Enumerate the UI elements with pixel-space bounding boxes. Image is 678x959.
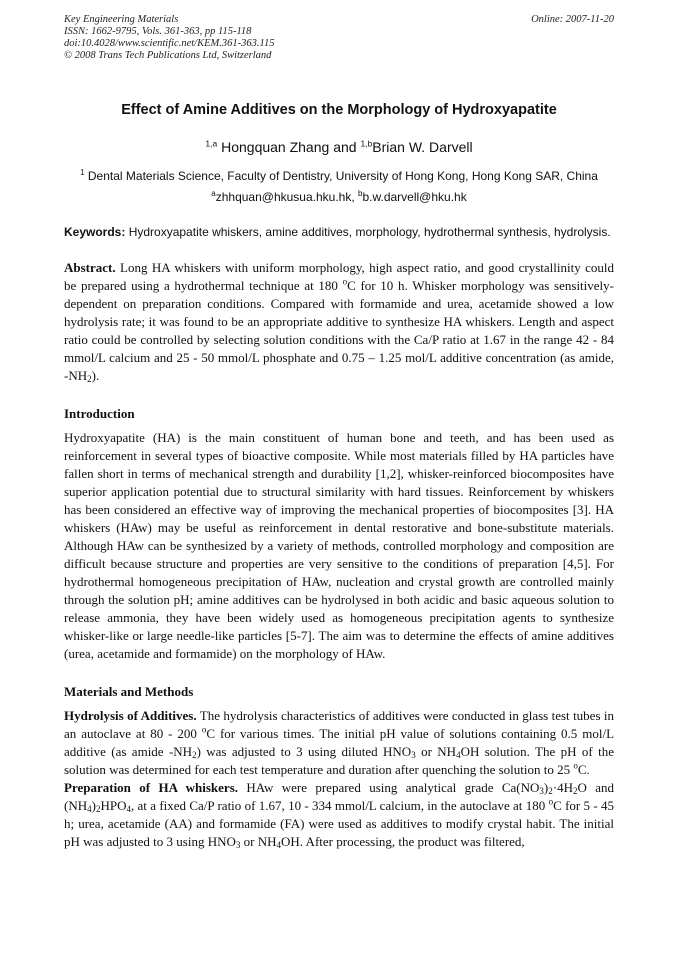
email-line xyxy=(64,190,614,204)
journal-header xyxy=(64,14,614,62)
preparation-text-4: O and (NH xyxy=(64,780,615,813)
doi-line: doi:10.4028/www.scientific.net/KEM.361-363.115 xyxy=(64,38,275,49)
preparation-text-5: ) xyxy=(91,798,96,813)
hydrolysis-text-3: ) was adjusted to 3 using diluted HNO xyxy=(196,744,412,759)
keywords xyxy=(64,223,614,241)
degree-marker: o xyxy=(201,724,207,735)
subscript: 3 xyxy=(235,840,241,850)
subscript: 2 xyxy=(95,804,101,814)
author1-affil-marker: 1,a xyxy=(205,138,218,149)
introduction-paragraph: Hydroxyapatite (HA) is the main constituent of human bone and teeth, and has been used as reinforcement in several types of bioactive composite. While most materials filled by HA particles have fallen short in terms of mechanical strength and durability [1,2], whisker-reinforced biocomposites have superior application potential due to structural similarity with hard tissues. Reinforcement by whiskers has been considered an effective way of improving the mechanical properties of biocomposites [3]. HA whiskers (HAw) may be useful as reinforcement in dental restorative and bone-substitute materials. Although HAw can be synthesized by a variety of methods, controlled morphology and composition are difficult because structure and properties are very sensitive to the conditions of preparation [4,5]. For hydrothermal homogeneous precipitation of HAw, nucleation and crystal growth are controlled mainly through the solution pH; amine additives can be hydrolysed in both acidic and basic aqueous solution to release ammonia, they have been widely used as homogeneous precipitation agents to synthesize whisker-like or large needle-like particles [5-7]. The aim was to determine the effects of amine additives (urea, acetamide and formamide) on the morphology of HAw. xyxy=(64,430,614,661)
online-date: Online: 2007-11-20 xyxy=(531,14,614,25)
hydrolysis-paragraph xyxy=(64,707,614,779)
paper-title: Effect of Amine Additives on the Morphology of Hydroxyapatite xyxy=(121,102,557,118)
affiliation-marker: 1 xyxy=(80,168,85,177)
preparation-text-3: ·4H xyxy=(552,780,573,795)
subscript: 4 xyxy=(126,804,131,814)
copyright-line: © 2008 Trans Tech Publications Ltd, Switzerland xyxy=(64,50,272,61)
hydrolysis-label: Hydrolysis of Additives. xyxy=(64,708,197,723)
abstract-label: Abstract. xyxy=(64,260,116,275)
email-a[interactable]: zhhquan@hkusua.hku.hk, xyxy=(215,190,355,204)
hydrolysis-text-6: C. xyxy=(577,762,590,777)
methods-heading: Materials and Methods xyxy=(64,684,194,699)
degree-marker: o xyxy=(342,276,348,287)
journal-name: Key Engineering Materials xyxy=(64,14,179,25)
issn-line: ISSN: 1662-9795, Vols. 361-363, pp 115-118 xyxy=(64,26,252,37)
email-b[interactable]: b.w.darvell@hku.hk xyxy=(362,190,467,204)
preparation-label: Preparation of HA whiskers. xyxy=(64,780,239,795)
hydrolysis-text-1: The hydrolysis characteristics of additives were conducted in glass test tubes in an autoclave at 80 - 200 xyxy=(64,708,615,741)
subscript: 2 xyxy=(548,786,553,796)
author2-affil-marker: 1,b xyxy=(360,138,373,149)
abstract xyxy=(64,259,614,385)
author-conjunction: and xyxy=(333,139,357,155)
hydrolysis-text-5: OH solution. The pH of the solution was determined for each test temperature and duration after quenching the solution to 25 xyxy=(64,744,615,777)
paper-page xyxy=(64,14,614,851)
preparation-paragraph xyxy=(64,779,614,851)
abstract-text-1: Long HA whiskers with uniform morphology, high aspect ratio, and good crystallinity could be prepared using a hydrothermal technique at 180 xyxy=(64,260,614,293)
preparation-text-6: HPO xyxy=(100,798,127,813)
subscript: 4 xyxy=(87,804,92,814)
hydrolysis-text-2: C for various times. The initial pH value of solutions containing 0.5 mol/L additive (as amide -NH xyxy=(64,726,615,759)
affiliation xyxy=(64,169,614,183)
email-b-marker: b xyxy=(358,189,363,198)
subscript: 3 xyxy=(411,750,416,760)
subscript: 4 xyxy=(276,840,281,850)
abstract-text-2: C for 10 h. Whisker morphology was sensitively-dependent on preparation conditions. Compared with formamide and urea, acetamide showed a low hydrolysis rate; it was found to be an appropriate additive to synthesize HA whiskers. Length and aspect ratio could be controlled by selecting solution conditions with the Ca/P ratio at 1.67 in the range 42 - 84 mmol/L calcium and 25 - 50 mmol/L phosphate and 0.75 – 1.25 mol/L additive concentration (as amide, -NH xyxy=(64,278,614,383)
subscript: 4 xyxy=(456,750,461,760)
affiliation-text: Dental Materials Science, Faculty of Dentistry, University of Hong Kong, Hong Kong SAR, China xyxy=(87,169,598,183)
subscript: 2 xyxy=(87,374,92,384)
degree-marker: o xyxy=(548,796,554,807)
preparation-text-7: , at a fixed Ca/P ratio of 1.67, 10 - 334 mmol/L calcium, in the autoclave at 180 xyxy=(130,798,546,813)
subscript: 3 xyxy=(539,786,544,796)
preparation-text-8: C for 5 - 45 h; urea, acetamide (AA) and formamide (FA) were used as additives to modify crystal habit. The initial pH was adjusted to 3 using HNO xyxy=(64,798,615,849)
subscript: 2 xyxy=(192,750,197,760)
subscript: 2 xyxy=(572,786,578,796)
author2-name: Brian W. Darvell xyxy=(372,139,473,155)
keywords-label: Keywords: xyxy=(64,225,126,239)
introduction-heading: Introduction xyxy=(64,406,135,421)
preparation-text-2: ) xyxy=(543,780,549,795)
author-line xyxy=(64,139,614,155)
email-a-marker: a xyxy=(211,189,216,198)
hydrolysis-text-4: or NH xyxy=(421,744,457,759)
preparation-text-1: HAw were prepared using analytical grade Ca(NO xyxy=(246,780,540,795)
preparation-text-10: OH. After processing, the product was filtered, xyxy=(281,834,525,849)
degree-marker: o xyxy=(573,760,578,771)
preparation-text-9: or NH xyxy=(243,834,277,849)
keywords-text: Hydroxyapatite whiskers, amine additives, morphology, hydrothermal synthesis, hydrolysis. xyxy=(128,225,611,239)
abstract-text-3: ). xyxy=(91,368,100,383)
author1-name: Hongquan Zhang xyxy=(221,139,330,155)
